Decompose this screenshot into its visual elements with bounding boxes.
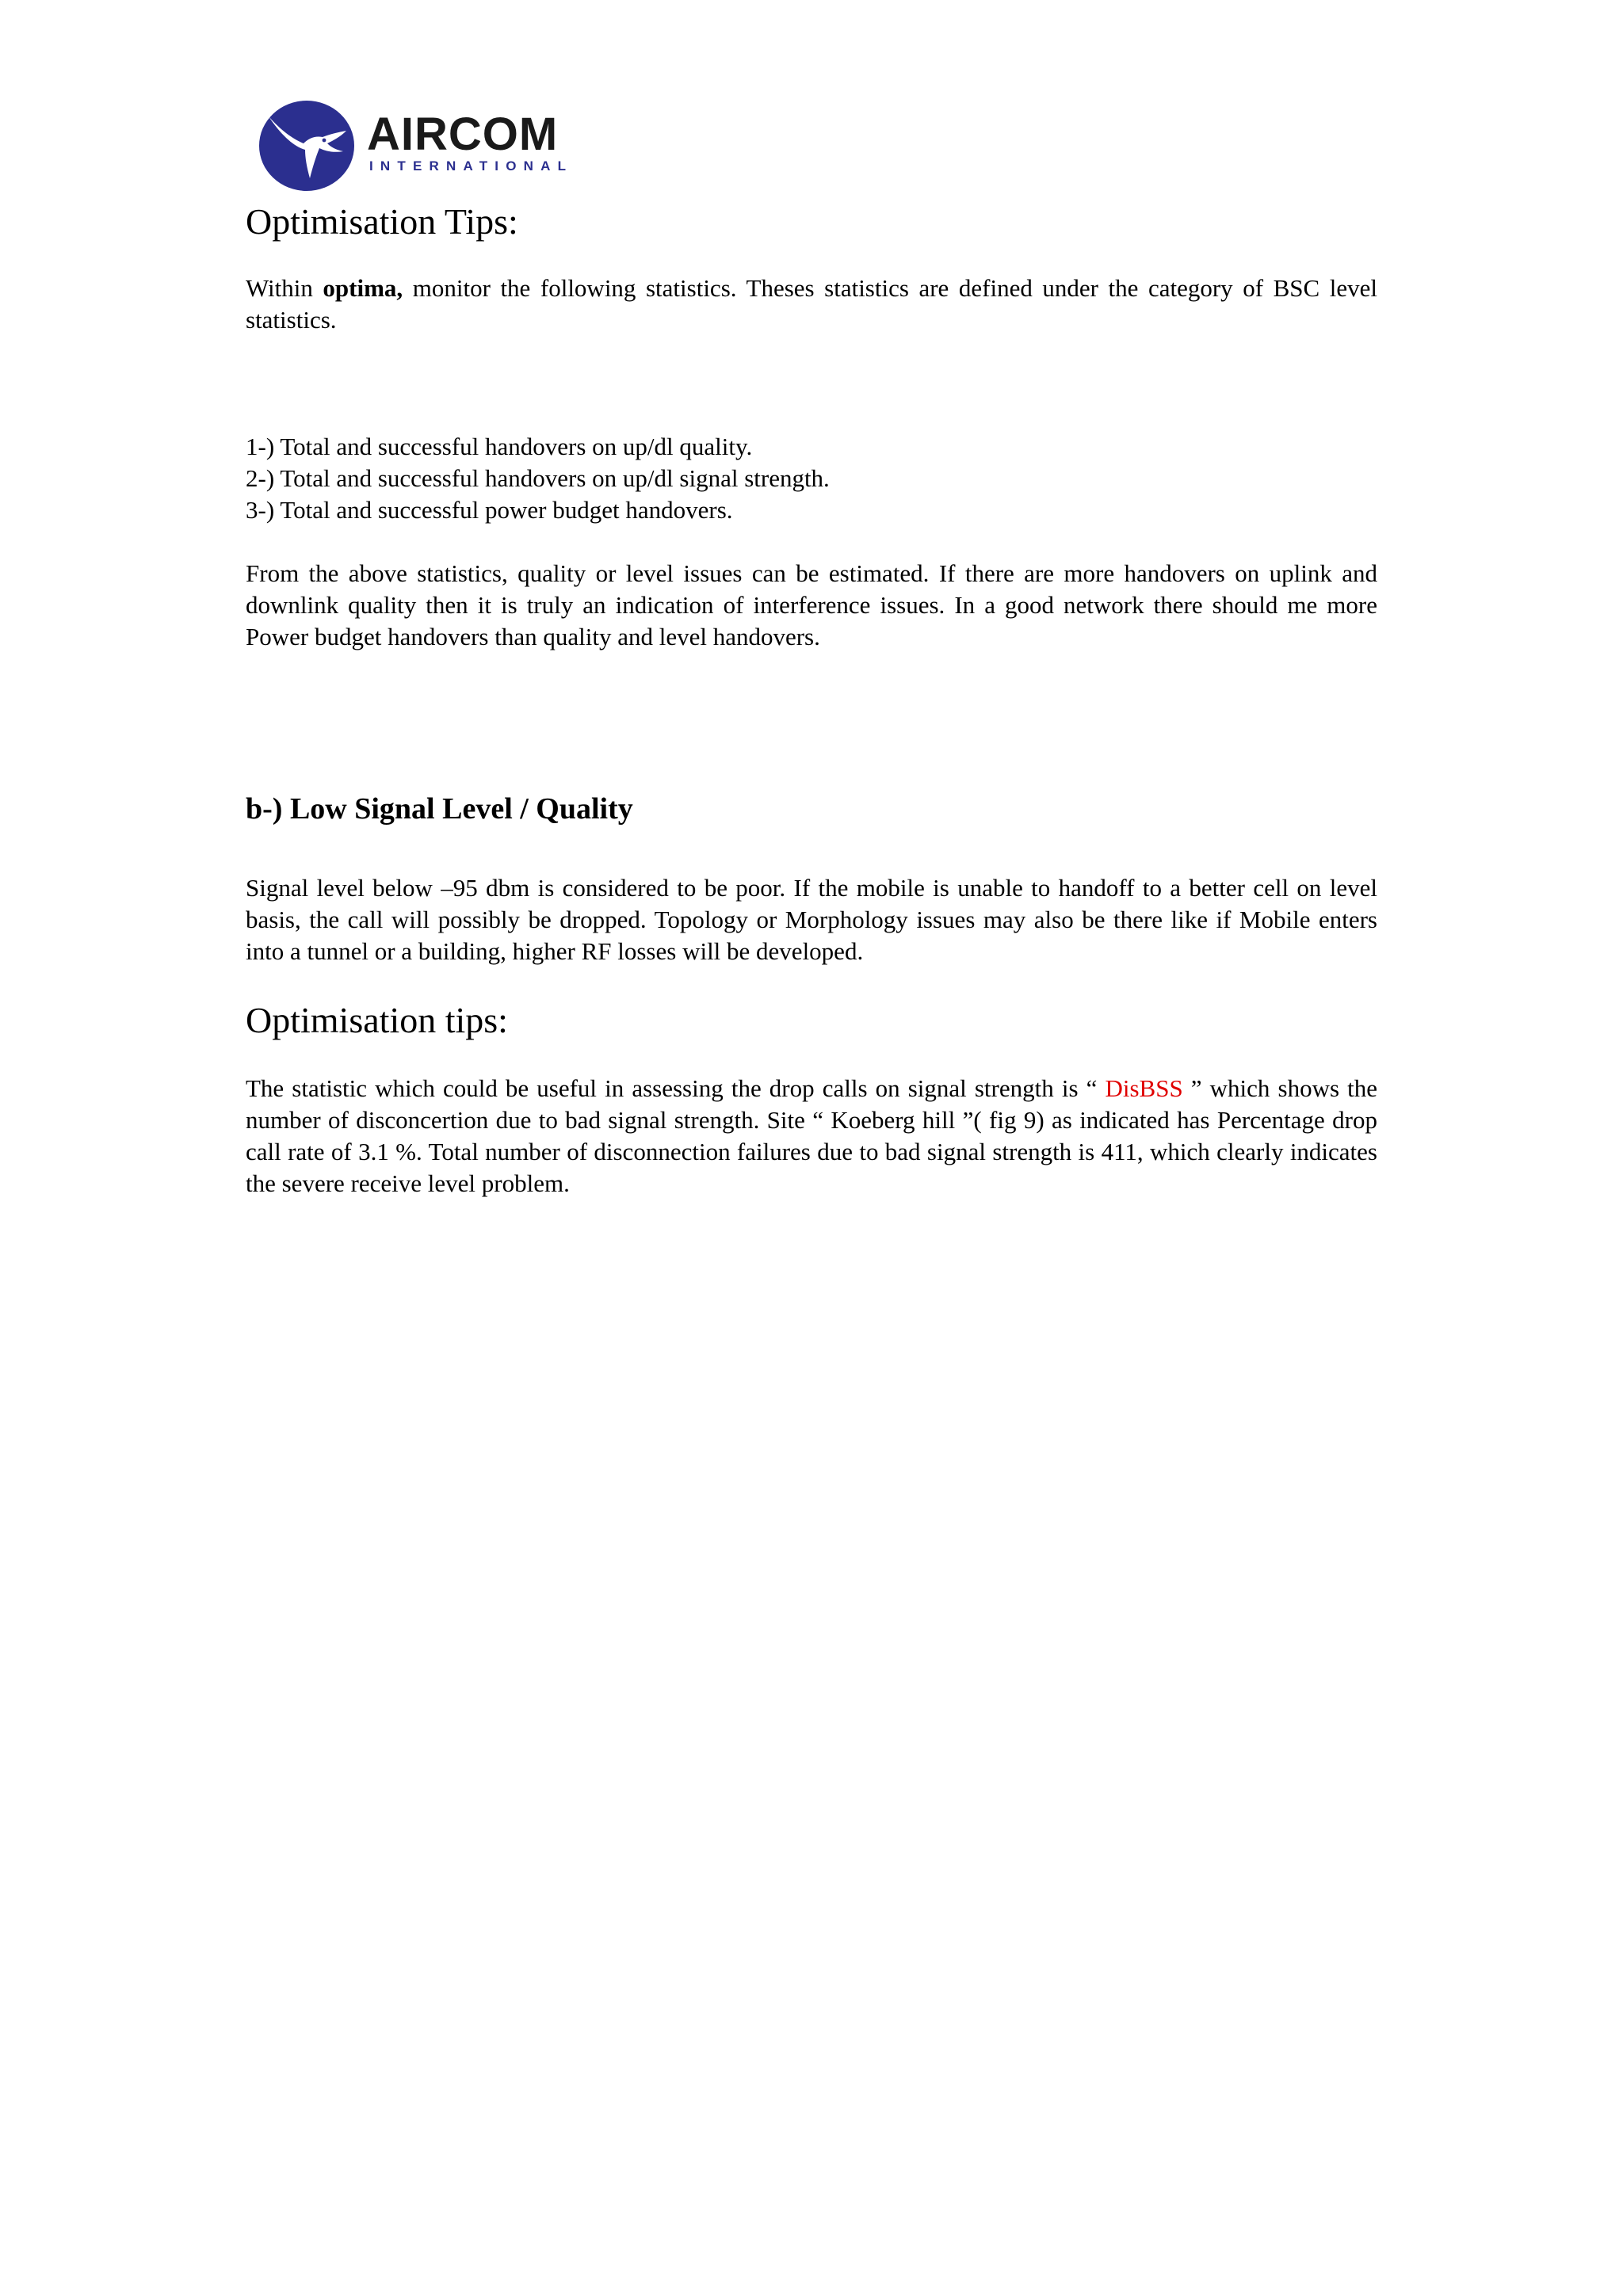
signal-level-paragraph: Signal level below –95 dbm is considered to be poor. If the mobile is unable to handoff to a better cell on level basis, the call will possibly be dropped. Topology or Morphology issues may also be there like if Mobile enters into a tunnel or a building, higher RF losses will be developed. [246, 874, 1377, 965]
aircom-logo [258, 99, 590, 193]
disbss-highlight: DisBSS [1105, 1074, 1183, 1102]
disbss-before: The statistic which could be useful in assessing the drop calls on signal strength is “ [246, 1074, 1106, 1102]
intro-after: monitor the following statistics. Theses statistics are defined under the category of BSC level statistics. [246, 274, 1378, 334]
logo-subtitle: INTERNATIONAL [369, 158, 574, 174]
disbss-paragraph [246, 1073, 1377, 1199]
statistics-paragraph: From the above statistics, quality or level issues can be estimated. If there are more handovers on uplink and downlink quality then it is truly an indication of interference issues. In a good network there should me more Power budget handovers than quality and level handovers. [246, 559, 1377, 650]
statistics-list [246, 431, 1377, 526]
list-item: 1-) Total and successful handovers on up/dl quality. [246, 433, 753, 460]
heading-optimisation-tips-2: Optimisation tips: [246, 1000, 508, 1040]
disbss-after: ” which shows the number of disconcertion due to bad signal strength. Site “ Koeberg hill ”( fig 9) as indicated has Percentage drop call rate of 3.1 %. Total number of disconnection failures due to bad signal strength is 411, which clearly indicates the severe receive level problem. [246, 1074, 1377, 1197]
heading-optimisation-tips: Optimisation Tips: [246, 201, 518, 242]
intro-bold: optima, [323, 274, 403, 302]
logo-wordmark: AIRCOM [367, 109, 559, 160]
list-item: 2-) Total and successful handovers on up/dl signal strength. [246, 464, 830, 492]
intro-paragraph [246, 273, 1377, 336]
bird-emblem-icon [258, 99, 356, 193]
intro-before: Within [246, 274, 323, 302]
list-item: 3-) Total and successful power budget handovers. [246, 496, 733, 524]
section-b-heading: b-) Low Signal Level / Quality [246, 792, 633, 826]
